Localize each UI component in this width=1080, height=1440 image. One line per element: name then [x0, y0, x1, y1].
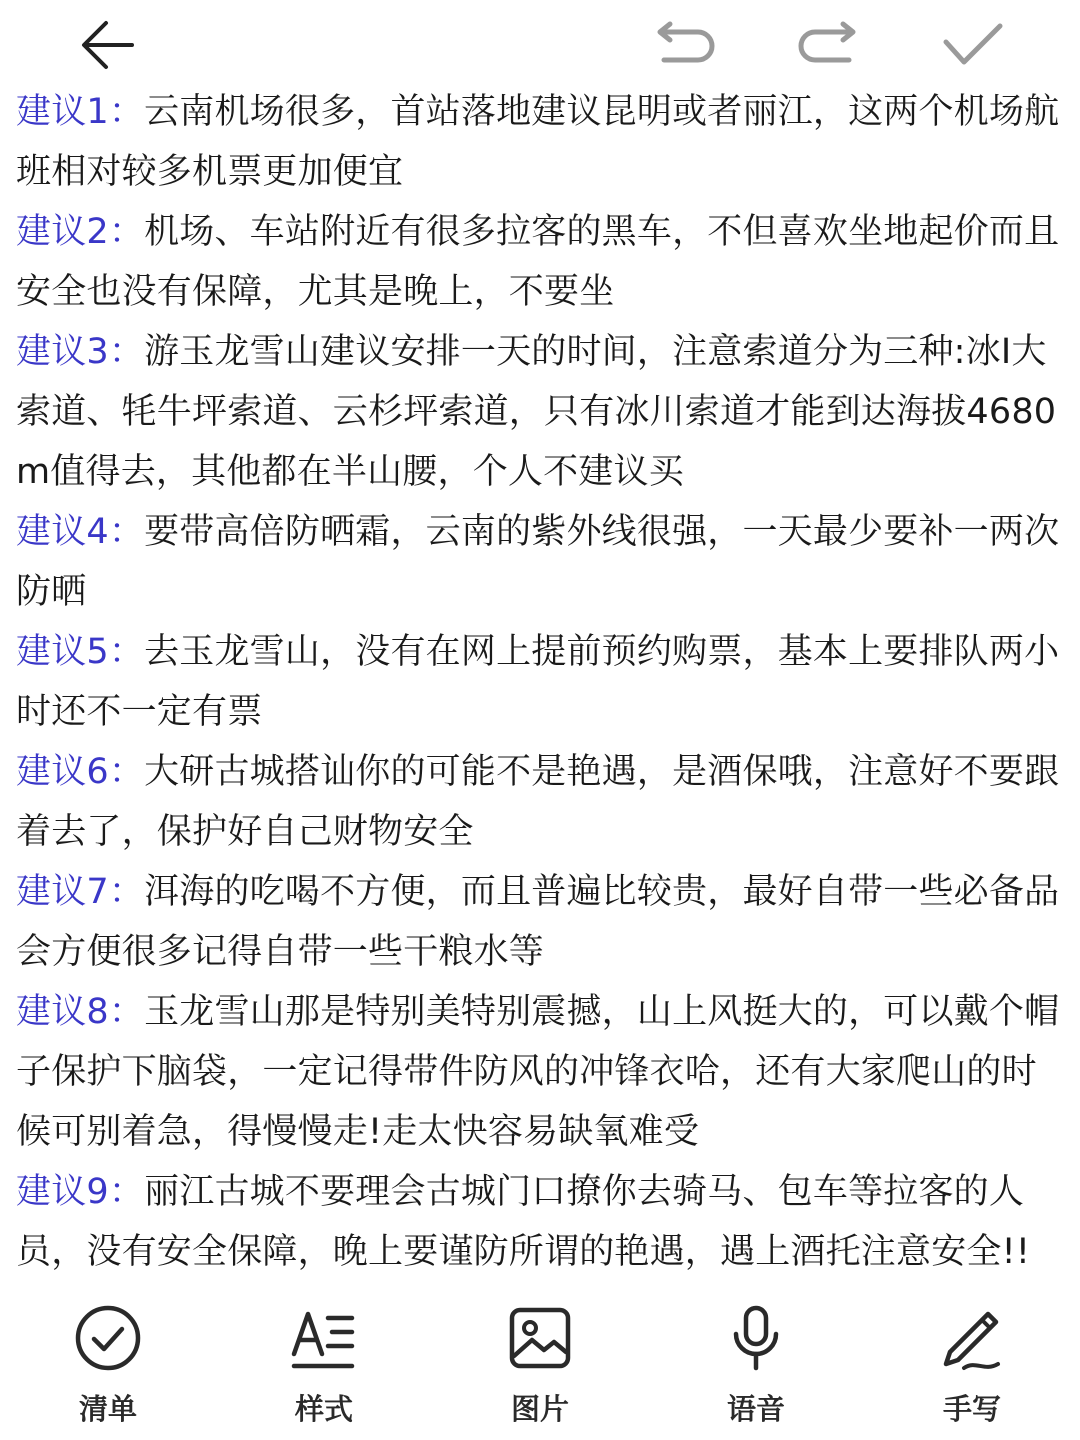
back-button[interactable] — [68, 10, 148, 80]
tip-text: 玉龙雪山那是特别美特别震撼，山上风挺大的，可以戴个帽子保护下脑袋，一定记得带件防风的冲锋衣哈，还有大家爬山的时候可别着急，得慢慢走!走太快容易缺氧难受 — [16, 992, 1060, 1152]
tip-item — [16, 322, 1062, 502]
tip-text: 大研古城搭讪你的可能不是艳遇，是酒保哦，注意好不要跟着去了，保护好自己财物安全 — [16, 752, 1060, 852]
tip-label: 建议3： — [16, 332, 145, 372]
image-icon — [500, 1298, 580, 1377]
tip-text: 要带高倍防晒霜，云南的紫外线很强，一天最少要补一两次防晒 — [16, 512, 1060, 612]
checklist-circle-check-icon — [68, 1298, 148, 1377]
tip-label: 建议7： — [16, 872, 145, 912]
tip-item — [16, 202, 1062, 322]
handwriting-label: 手写 — [942, 1392, 1001, 1426]
tip-label: 建议9： — [16, 1172, 145, 1212]
checkmark-icon — [940, 20, 1004, 70]
tip-label: 建议2： — [16, 212, 145, 252]
tip-text: 丽江古城不要理会古城门口撩你去骑马、包车等拉客的人员，没有安全保障，晚上要谨防所谓的艳遇，遇上酒托注意安全!! — [16, 1172, 1031, 1272]
handwriting-button[interactable] — [902, 1298, 1042, 1428]
tip-label: 建议5： — [16, 632, 145, 672]
image-button[interactable] — [470, 1298, 610, 1428]
tip-label: 建议1： — [16, 92, 145, 132]
tip-item — [16, 82, 1062, 202]
tip-text: 云南机场很多，首站落地建议昆明或者丽江，这两个机场航班相对较多机票更加便宜 — [16, 92, 1060, 192]
image-label: 图片 — [510, 1392, 569, 1426]
tip-text: 游玉龙雪山建议安排一天的时间，注意索道分为三种:冰I大索道、牦牛坪索道、云杉坪索道，只有冰川索道才能到达海拔4680m值得去，其他都在半山腰，个人不建议买 — [16, 332, 1057, 492]
tip-label: 建议4： — [16, 512, 145, 552]
tip-item — [16, 1162, 1062, 1282]
pen-icon — [932, 1298, 1012, 1377]
tip-label: 建议6： — [16, 752, 145, 792]
tip-item — [16, 502, 1062, 622]
voice-label: 语音 — [726, 1392, 785, 1426]
voice-button[interactable] — [686, 1298, 826, 1428]
style-button[interactable] — [254, 1298, 394, 1428]
tip-text: 洱海的吃喝不方便，而且普遍比较贵，最好自带一些必备品会方便很多记得自带一些干粮水等 — [16, 872, 1060, 972]
undo-button[interactable] — [645, 10, 725, 80]
back-arrow-icon — [76, 13, 140, 77]
tip-text: 机场、车站附近有很多拉客的黑车，不但喜欢坐地起价而且安全也没有保障，尤其是晚上，不要坐 — [16, 212, 1060, 312]
redo-button[interactable] — [788, 10, 868, 80]
tip-item — [16, 742, 1062, 862]
tip-text: 去玉龙雪山，没有在网上提前预约购票，基本上要排队两小时还不一定有票 — [16, 632, 1060, 732]
note-content[interactable] — [16, 82, 1062, 1282]
tip-item — [16, 622, 1062, 742]
undo-icon — [652, 20, 718, 70]
note-editor-toolbar — [0, 0, 1080, 90]
microphone-icon — [716, 1298, 796, 1377]
tip-item — [16, 982, 1062, 1162]
editor-bottom-toolbar — [0, 1290, 1080, 1440]
tip-label: 建议8： — [16, 992, 145, 1032]
tip-item — [16, 862, 1062, 982]
done-button[interactable] — [932, 10, 1012, 80]
style-label: 样式 — [294, 1392, 353, 1426]
checklist-label: 清单 — [78, 1392, 137, 1426]
text-style-icon — [284, 1298, 364, 1377]
redo-icon — [795, 20, 861, 70]
checklist-button[interactable] — [38, 1298, 178, 1428]
